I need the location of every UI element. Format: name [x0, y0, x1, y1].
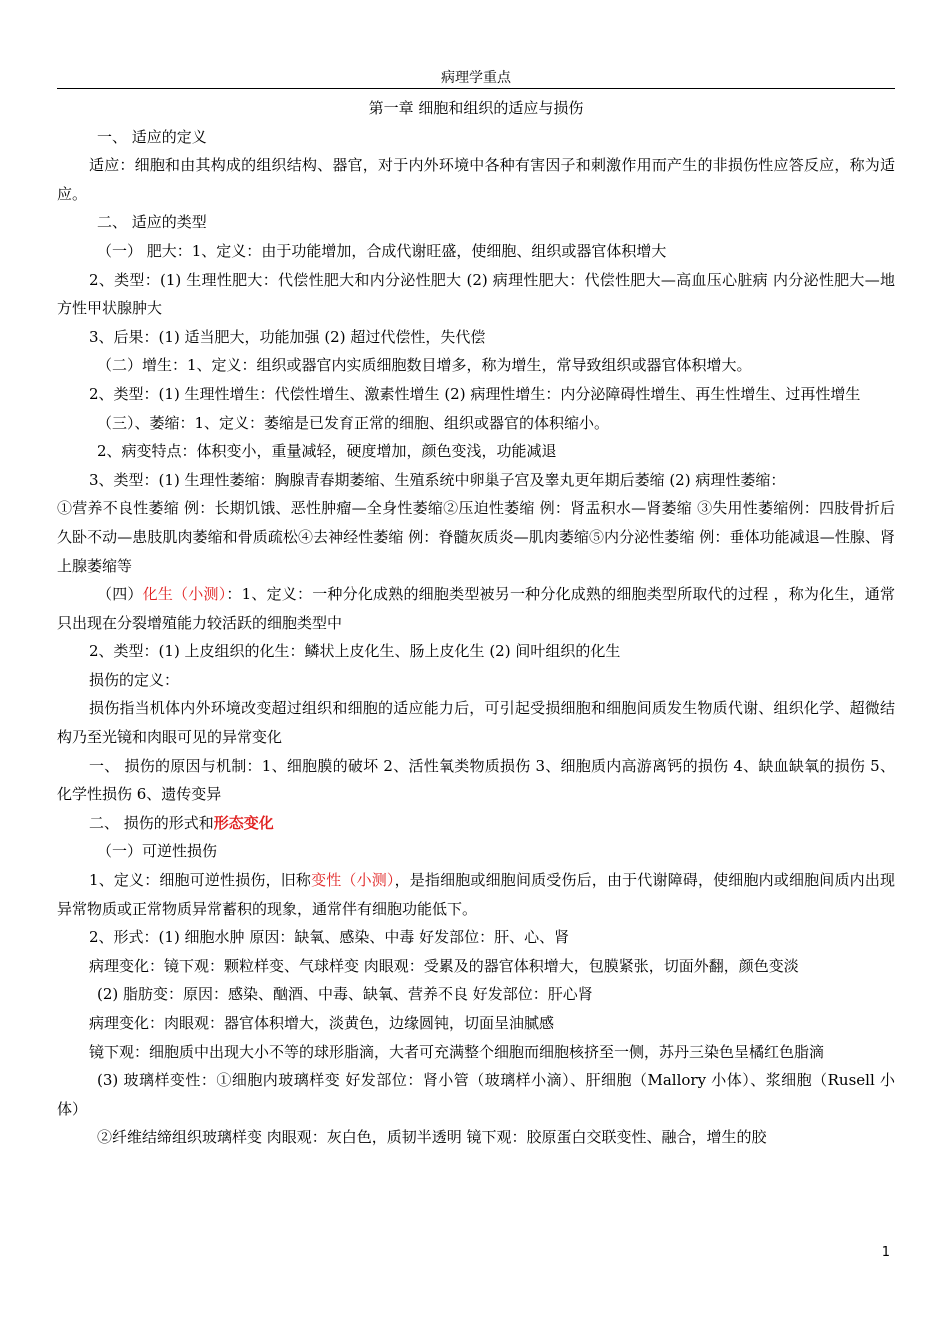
text-run: ：1、定义：一种分化成熟的细胞类型被另一种分化成熟的细胞类型所取代的过程 ，称为化生，通常只出现在分裂增殖能力较活跃的细胞类型中: [57, 585, 895, 632]
paragraph: （一） 肥大：1、定义：由于功能增加，合成代谢旺盛，使细胞、组织或器官体积增大: [97, 241, 667, 260]
paragraph: （一）可逆性损伤: [97, 842, 218, 861]
highlight-red: 化生（小测）: [142, 585, 227, 604]
paragraph: 2、病变特点：体积变小，重量减轻，硬度增加，颜色变浅，功能减退: [97, 442, 557, 461]
paragraph: [57, 809, 895, 838]
paragraph: (3) 玻璃样变性：①细胞内玻璃样变 好发部位：肾小管（玻璃样小滴）、肝细胞（Mallory 小体）、浆细胞（Rusell 小体）: [57, 1071, 895, 1118]
text-run: （四）: [97, 585, 143, 604]
paragraph: (2) 脂肪变：原因：感染、酗酒、中毒、缺氧、营养不良 好发部位：肝心肾: [97, 985, 593, 1004]
paragraph: 2、形式：(1) 细胞水肿 原因：缺氧、感染、中毒 好发部位：肝、心、肾: [89, 928, 570, 947]
paragraph: 病理变化：肉眼观：器官体积增大，淡黄色，边缘圆钝，切面呈油腻感: [89, 1014, 555, 1032]
paragraph: 二、 适应的类型: [97, 213, 207, 232]
text-run: 二、 损伤的形式和: [89, 813, 214, 832]
page-header: 病理学重点: [441, 70, 511, 86]
chapter-title: 第一章 细胞和组织的适应与损伤: [368, 99, 584, 117]
highlight-red: 变性（小测）: [311, 871, 395, 890]
paragraph: 镜下观：细胞质中出现大小不等的球形脂滴，大者可充满整个细胞而细胞核挤至一侧，苏丹三染色呈橘红色脂滴: [89, 1042, 825, 1061]
paragraph: 损伤的定义：: [89, 670, 180, 689]
paragraph: ②纤维结缔组织玻璃样变 肉眼观：灰白色，质韧半透明 镜下观：胶原蛋白交联变性、融合，增生的胶: [97, 1128, 767, 1147]
text-run: ，是指细胞或细胞间质受伤后，由于代谢障碍，使细胞内或细胞间质内出现异常物质或正常物质异常蓄积的现象，通常伴有细胞功能低下。: [57, 871, 895, 918]
paragraph: [57, 866, 895, 923]
paragraph: 病理变化：镜下观：颗粒样变、气球样变 肉眼观：受累及的器官体积增大，包膜紧张，切面外翻，颜色变淡: [89, 956, 799, 975]
header-rule: [57, 88, 895, 89]
paragraph: 3、类型：(1) 生理性萎缩：胸腺青春期萎缩、生殖系统中卵巢子宫及睾丸更年期后萎缩 (2) 病理性萎缩：: [89, 470, 786, 489]
paragraph: 一、 适应的定义: [97, 127, 207, 146]
paragraph: 适应：细胞和由其构成的组织结构、器官，对于内外环境中各种有害因子和刺激作用而产生的非损伤性应答反应，称为适应。: [57, 156, 895, 203]
paragraph: ①营养不良性萎缩 例：长期饥饿、恶性肿瘤—全身性萎缩②压迫性萎缩 例：肾盂积水—肾萎缩 ③失用性萎缩例：四肢骨折后久卧不动—患肢肌肉萎缩和骨质疏松④去神经性萎缩 例：脊髓灰质炎—肌肉萎缩⑤内分泌性萎缩 例：垂体功能减退—性腺、肾上腺萎缩等: [57, 499, 895, 575]
paragraph: 损伤指当机体内外环境改变超过组织和细胞的适应能力后，可引起受损细胞和细胞间质发生物质代谢、组织化学、超微结构乃至光镜和肉眼可见的异常变化: [57, 699, 895, 747]
highlight-red: 形态变化: [213, 813, 274, 832]
document-body: [57, 94, 895, 1152]
page-number: 1: [881, 1245, 890, 1260]
paragraph: 2、类型：(1) 生理性增生：代偿性增生、激素性增生 (2) 病理性增生：内分泌障碍性增生、再生性增生、过再性增生: [89, 384, 861, 403]
paragraph: 一、 损伤的原因与机制：1、细胞膜的破坏 2、活性氧类物质损伤 3、细胞质内高游离钙的损伤 4、缺血缺氧的损伤 5、化学性损伤 6、遗传变异: [57, 756, 895, 804]
paragraph: 2、类型：(1) 上皮组织的化生：鳞状上皮化生、肠上皮化生 (2) 间叶组织的化生: [89, 642, 621, 661]
paragraph: （二）增生：1、定义：组织或器官内实质细胞数目增多，称为增生，常导致组织或器官体积增大。: [97, 356, 752, 375]
paragraph: [57, 580, 895, 637]
paragraph: （三）、萎缩：1、定义：萎缩是已发育正常的细胞、组织或器官的体积缩小。: [97, 413, 610, 432]
text-run: 1、定义：细胞可逆性损伤，旧称: [89, 871, 312, 890]
paragraph: 2、类型：(1) 生理性肥大：代偿性肥大和内分泌性肥大 (2) 病理性肥大：代偿性肥大—高血压心脏病 内分泌性肥大—地方性甲状腺肿大: [57, 270, 895, 318]
paragraph: 3、后果：(1) 适当肥大，功能加强 (2) 超过代偿性，失代偿: [89, 327, 486, 346]
